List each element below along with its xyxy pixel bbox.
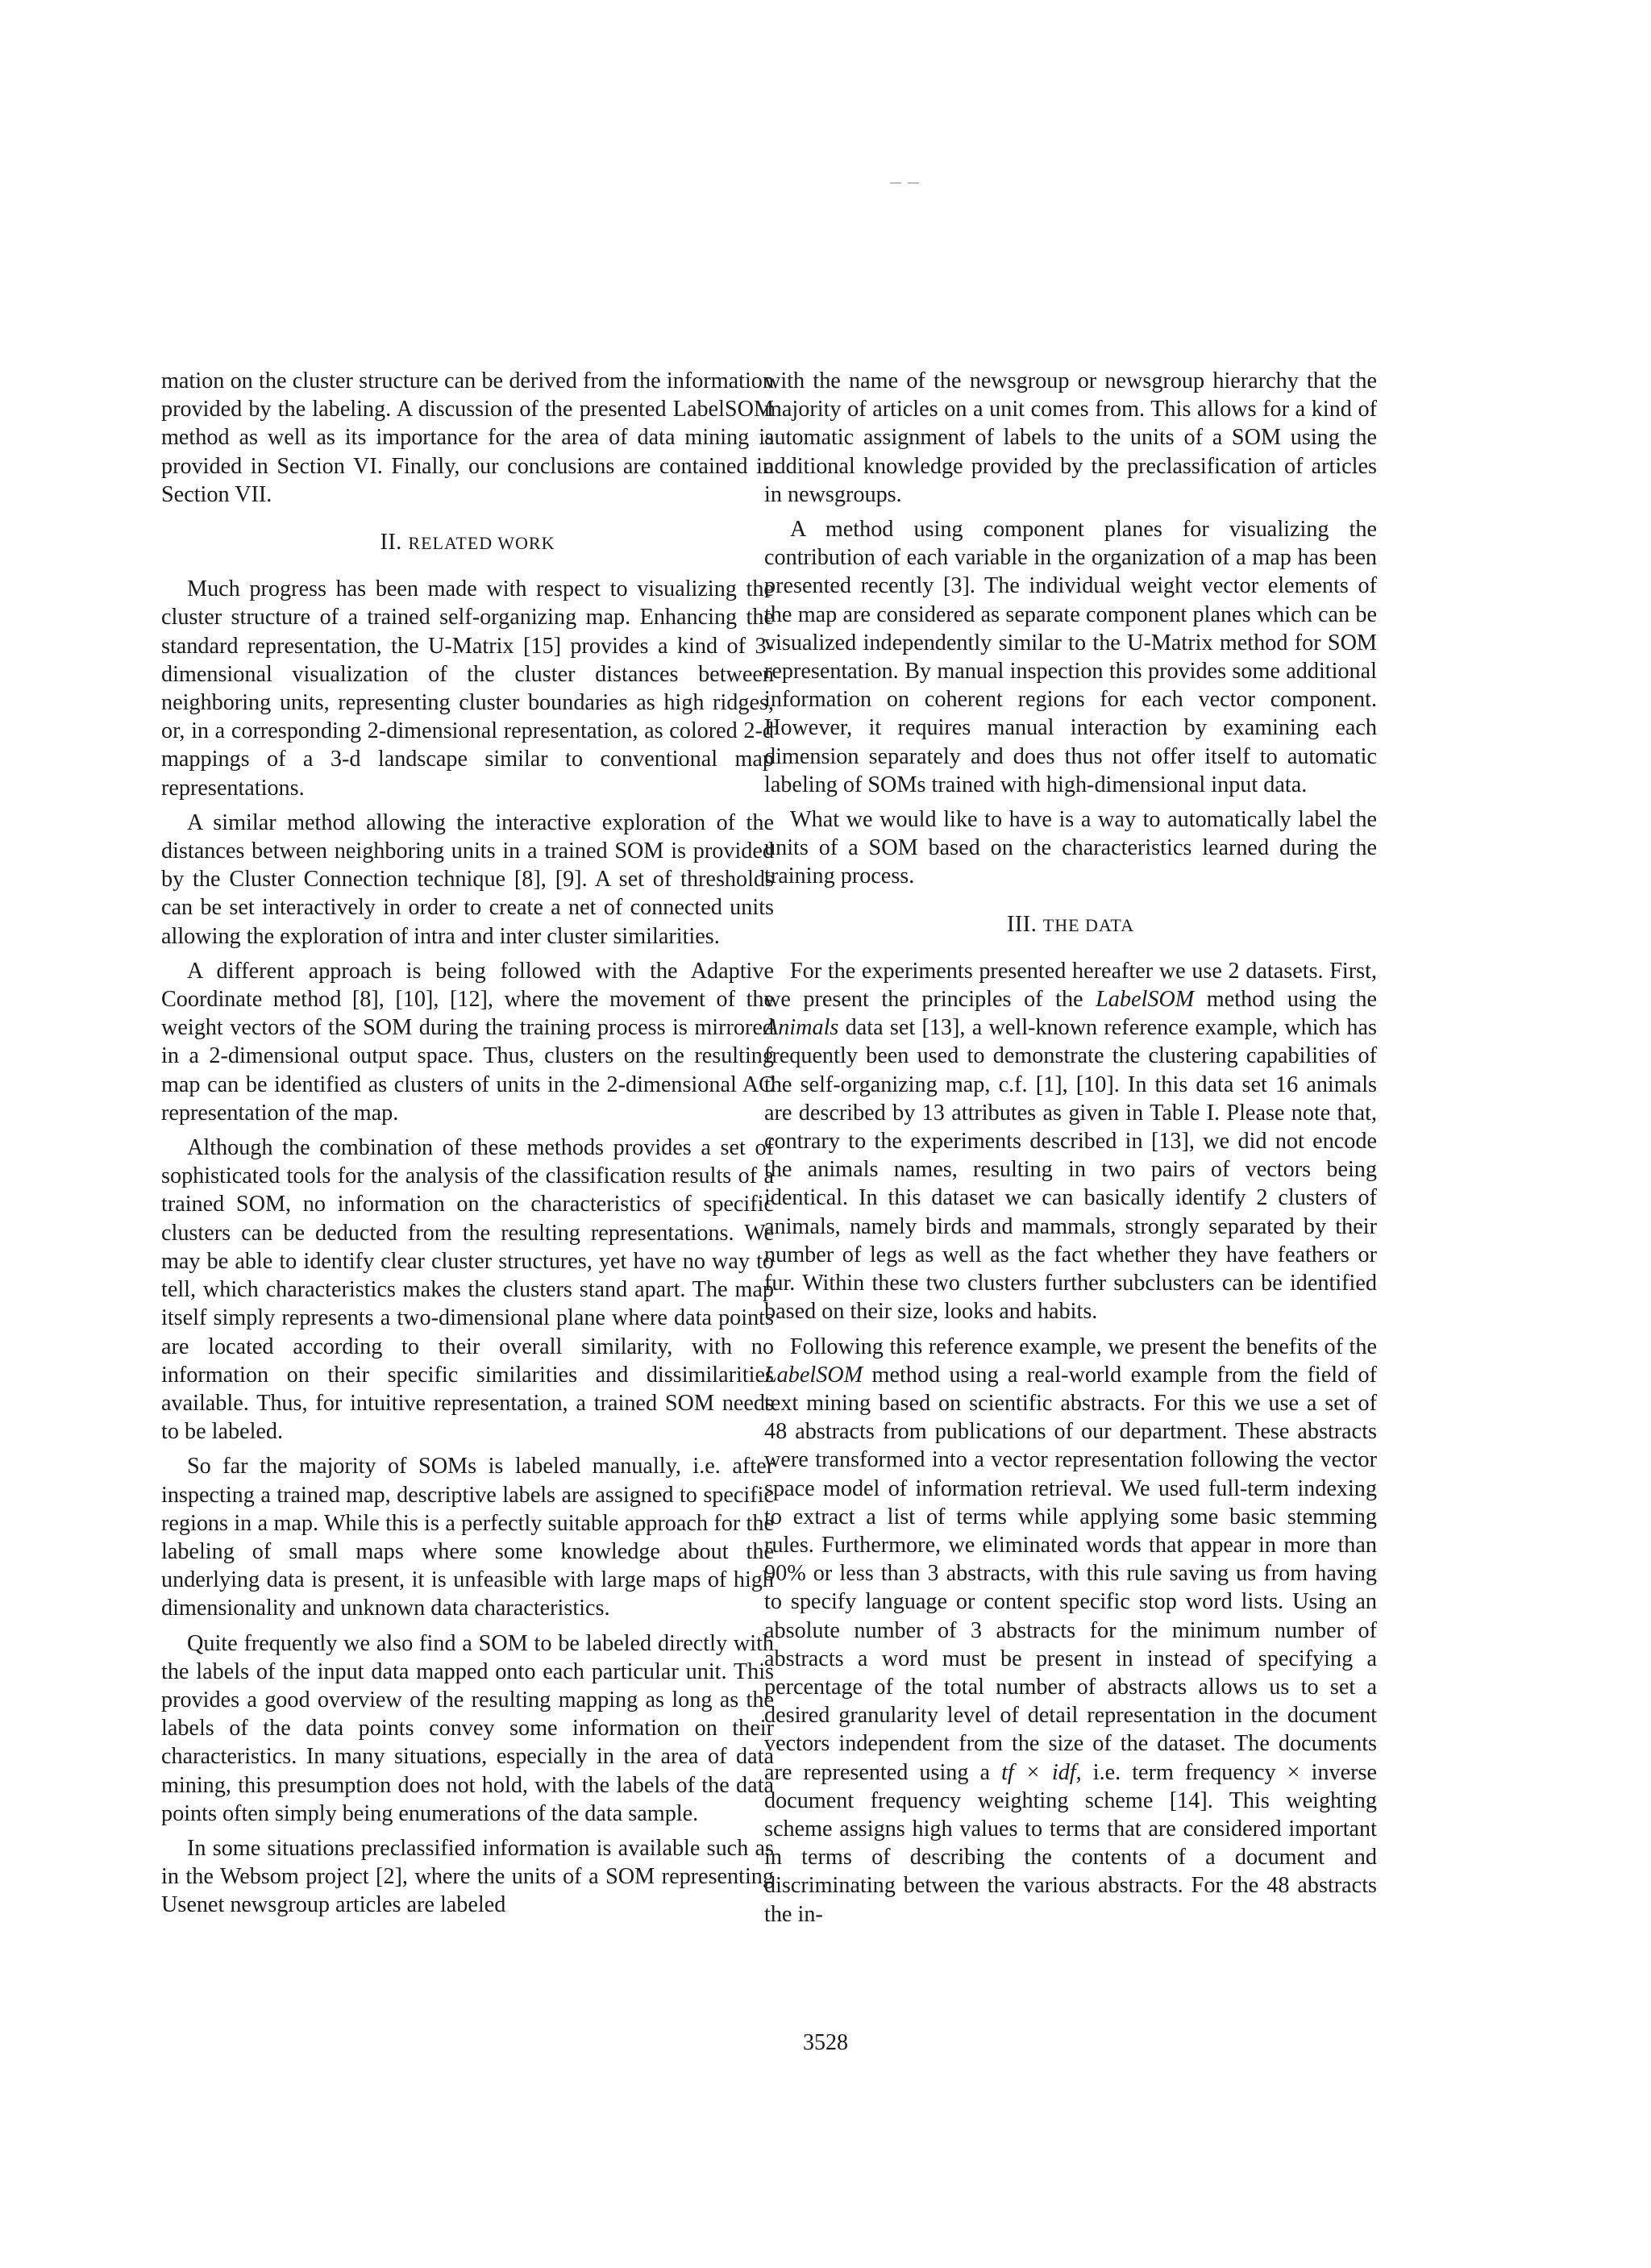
text-run: method using a real-world example from the field of text mining based on scientific abstracts. For this we use a set of 48 abstracts from publications of our department. These abstracts were transformed into a vector representation following the vector space model of information retrieval. We used full-term indexing to extract a list of terms while applying some basic stemming rules. Furthermore, we eliminated words that appear in more than 90% or less than 3 abstracts, with this rule saving us from having to specify language or content specific stop word lists. Using an absolute number of 3 abstracts for the minimum number of abstracts a word must be present in instead of specifying a percentage of the total number of abstracts allows us to set a desired granularity level of detail representation in the document vectors independent from the size of the dataset. The documents are represented using a [764, 1362, 1377, 1785]
paragraph [764, 957, 1377, 1326]
section-title: RELATED WORK [408, 533, 555, 554]
page-number: 3528 [803, 2030, 848, 2055]
paragraph: with the name of the newsgroup or newsgroup hierarchy that the majority of articles on a unit comes from. This allows for a kind of automatic assignment of labels to the units of a SOM using the additional knowledge provided by the preclassification of articles in newsgroups. [764, 368, 1377, 507]
paragraph: In some situations preclassified information is available such as in the Websom project [2], where the units of a SOM representing Usenet newsgroup articles are labeled [161, 1835, 774, 1918]
text-run: Following this reference example, we present the benefits of the [790, 1334, 1377, 1359]
section-number: II. [380, 530, 402, 556]
paragraph: Although the combination of these methods provides a set of sophisticated tools for the analysis of the classification results of a trained SOM, no information on the characteristics of specific clusters can be deducted from the resulting representations. We may be able to identify clear cluster structures, yet have no way to tell, which characteristics makes the clusters stand apart. The map itself simply represents a two-dimensional plane where data points are located according to their overall similarity, with no information on their specific similarities and dissimilarities available. Thus, for intuitive representation, a trained SOM needs to be labeled. [161, 1135, 774, 1445]
paragraph: mation on the cluster structure can be derived from the information provided by the labeling. A discussion of the presented LabelSOM method as well as its importance for the area of data mining is provided in Section VI. Finally, our conclusions are contained in Section VII. [161, 368, 774, 507]
paragraph: Quite frequently we also find a SOM to be labeled directly with the labels of the input data mapped onto each particular unit. This provides a good overview of the resulting mapping as long as the labels of the data points convey some information on their characteristics. In many situations, especially in the area of data mining, this presumption does not hold, with the labels of the data points often simply being enumerations of the data sample. [161, 1630, 774, 1826]
scan-speck-top-2 [908, 182, 919, 184]
section-heading-related-work [161, 528, 774, 557]
paragraph [764, 1333, 1377, 1929]
paragraph: A different approach is being followed with the Adaptive Coordinate method [8], [10], [12], where the movement of the weight vectors of the SOM during the training process is mirrored in a 2-dimensional output space. Thus, clusters on the resulting map can be identified as clusters of units in the 2-dimensional AC representation of the map. [161, 958, 774, 1126]
paragraph: So far the majority of SOMs is labeled manually, i.e. after inspecting a trained map, descriptive labels are assigned to specific regions in a map. While this is a perfectly suitable approach for the labeling of small maps where some knowledge about the underlying data is present, it is unfeasible with large maps of high dimensionality and unknown data characteristics. [161, 1454, 774, 1621]
paragraph: Much progress has been made with respect to visualizing the cluster structure of a trained self-organizing map. Enhancing the standard representation, the U-Matrix [15] provides a kind of 3-dimensional visualization of the cluster distances between neighboring units, representing cluster boundaries as high ridges, or, in a corresponding 2-dimensional representation, as colored 2-d mappings of a 3-d landscape similar to conventional map representations. [161, 576, 774, 801]
text-run: , i.e. term frequency × inverse document frequency weighting scheme [14]. This weighting scheme assigns high values to terms that are considered important in terms of describing the contents of a document and discriminating between the various abstracts. For the 48 abstracts the in- [764, 1759, 1377, 1927]
text-run: For the experiments presented hereafter we use 2 datasets. First, we present the principles of the [764, 958, 1377, 1013]
section-number: III. [1007, 911, 1038, 937]
right-column [764, 367, 1377, 1935]
paragraph: A method using component planes for visualizing the contribution of each variable in the organization of a map has been presented recently [3]. The individual weight vector elements of the map are considered as separate component planes which can be visualized independently similar to the U-Matrix method for SOM representation. By manual inspection this provides some additional information on coherent regions for each vector component. However, it requires manual interaction by examining each dimension separately and does thus not offer itself to automatic labeling of SOMs trained with high-dimensional input data. [764, 517, 1377, 797]
text-run: data set [13], a well-known reference example, which has frequently been used to demonstrate the clustering capabilities of the self-organizing map, c.f. [1], [10]. In this data set 16 animals are described by 13 attributes as given in Table I. Please note that, contrary to the experiments described in [13], we did not encode the animals names, resulting in two pairs of vectors being identical. In this dataset we can basically identify 2 clusters of animals, namely birds and mammals, strongly separated by their number of legs as well as the fact whether they have feathers or fur. Within these two clusters further subclusters can be identified based on their size, looks and habits. [764, 1015, 1377, 1325]
paragraph: A similar method allowing the interactive exploration of the distances between neighboring units in a trained SOM is provided by the Cluster Connection technique [8], [9]. A set of thresholds can be set interactively in order to create a net of connected units allowing the exploration of intra and inter cluster similarities. [161, 809, 774, 949]
method-name: LabelSOM [1096, 987, 1195, 1013]
left-column [161, 367, 774, 1926]
section-heading-the-data [764, 910, 1377, 939]
method-name: LabelSOM [764, 1362, 863, 1388]
scan-speck-top [890, 182, 901, 184]
dataset-name: Animals [764, 1015, 839, 1041]
formula: tf × idf [1001, 1759, 1076, 1785]
paragraph: What we would like to have is a way to automatically label the units of a SOM based on the characteristics learned during the training process. [764, 807, 1377, 889]
section-title: THE DATA [1042, 914, 1134, 935]
text-run: method using the [1194, 987, 1377, 1013]
